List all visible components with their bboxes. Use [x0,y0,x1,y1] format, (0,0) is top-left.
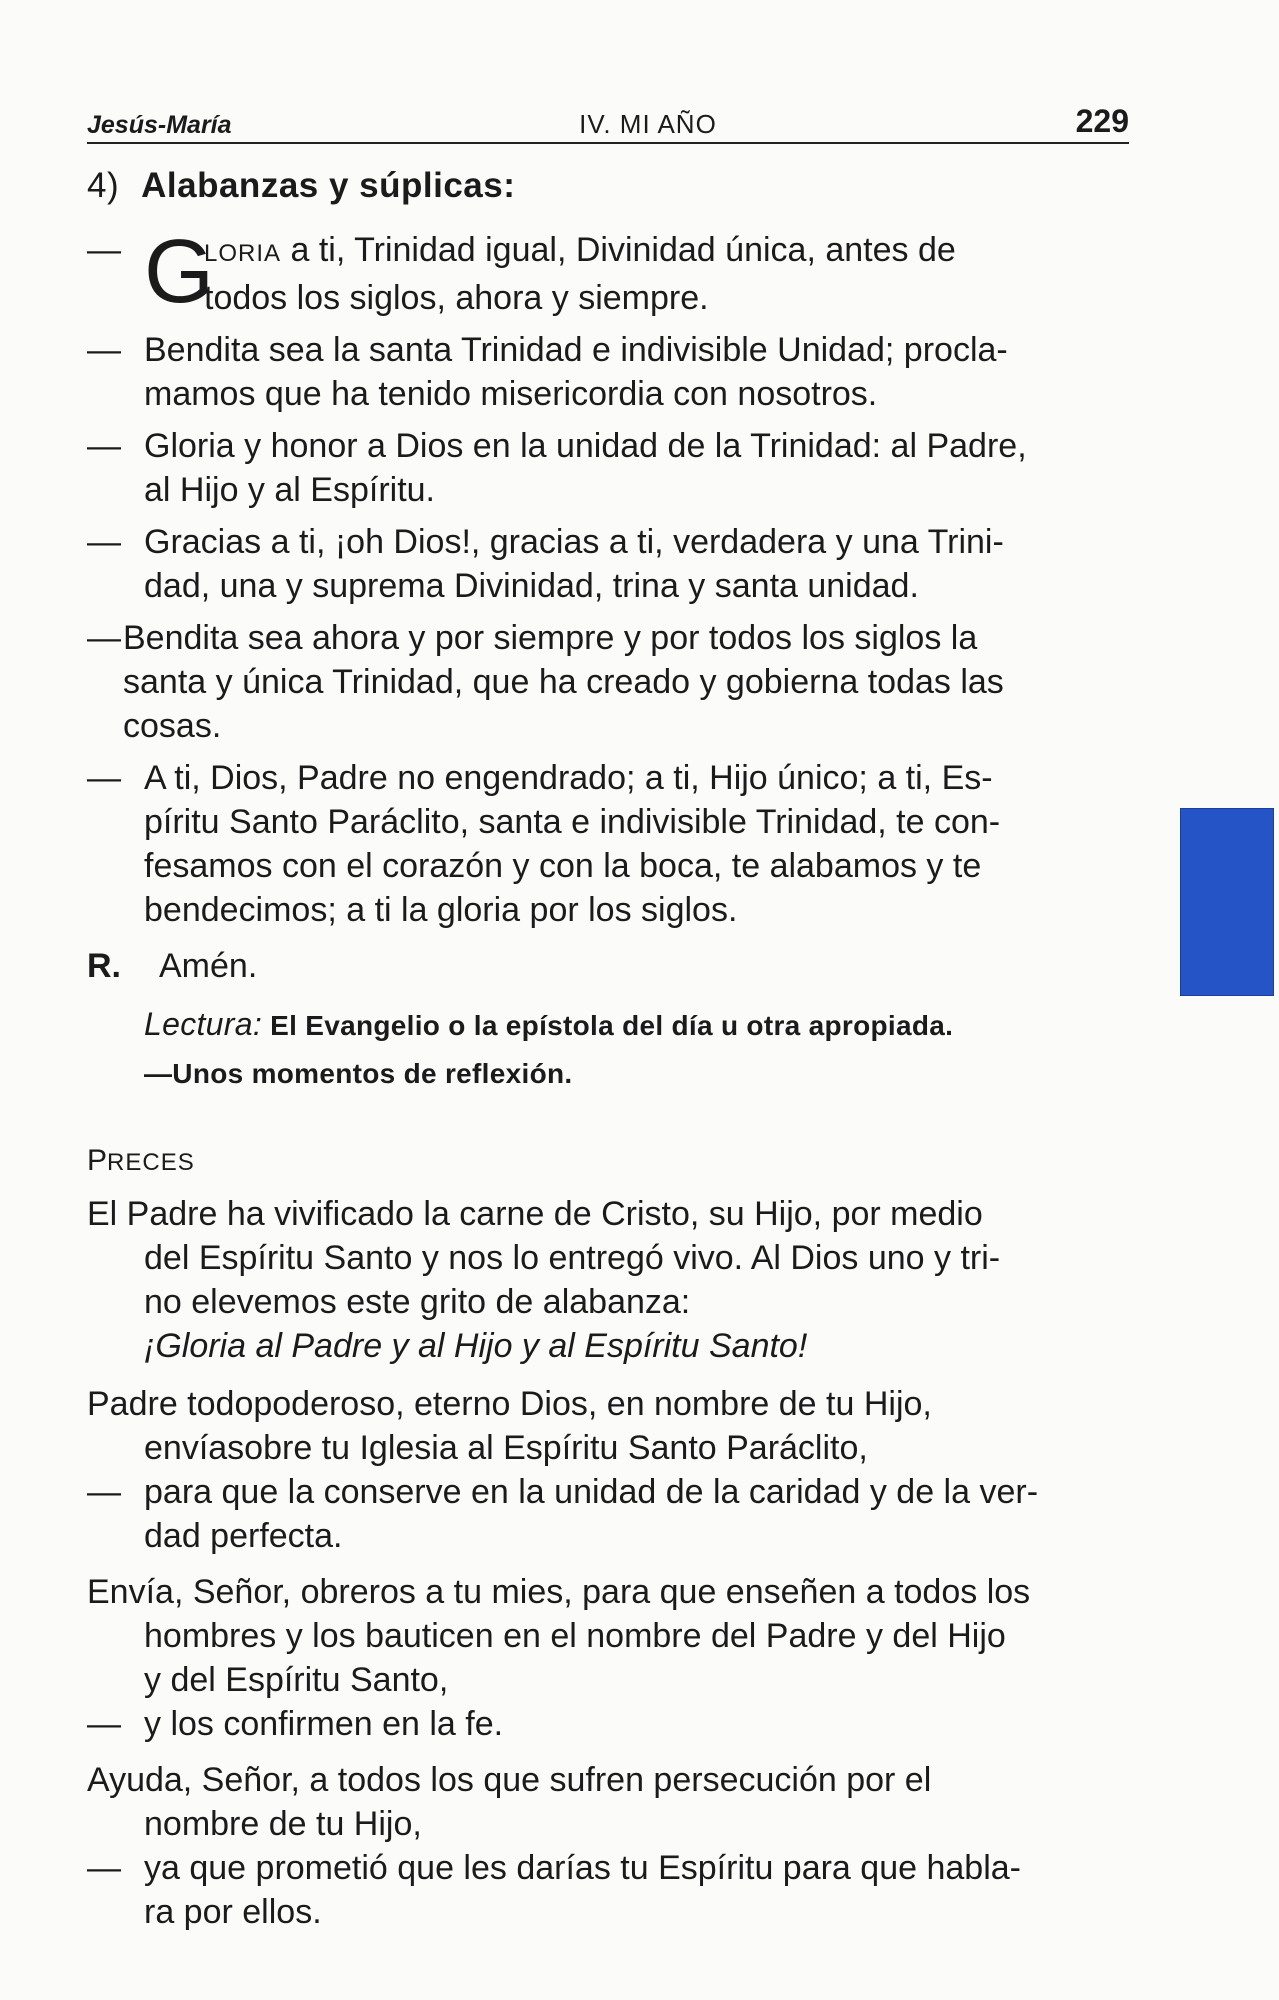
blue-page-tab [1180,808,1274,996]
lectura-label: Lectura: [144,1006,263,1042]
text-line: santa y única Trinidad, que ha creado y gobierna todas las [123,663,1004,701]
text-line: El Padre ha vivificado la carne de Cristo, su Hijo, por medio [87,1195,983,1233]
item-dash: — [87,759,121,797]
petition [87,1570,1129,1702]
preces-response: ¡Gloria al Padre y al Hijo y al Espíritu Santo! [144,1327,808,1365]
text-line: ra por ellos. [144,1893,322,1931]
item-dash: — [87,331,121,369]
text-line: Bendita sea ahora y por siempre y por todos los siglos la [123,619,978,657]
book-page [87,104,1129,1942]
list-item [87,756,1129,932]
list-item [87,520,1129,608]
small-caps: LORIA [204,240,282,267]
item-dash: — [87,619,121,657]
text-line: no elevemos este grito de alabanza: [144,1283,691,1321]
text-line: para que la conserve en la unidad de la caridad y de la ver- [144,1473,1039,1511]
text-line: Gracias a ti, ¡oh Dios!, gracias a ti, verdadera y una Trini- [144,523,1004,561]
text-line: A ti, Dios, Padre no engendrado; a ti, Hijo único; a ti, Es- [144,759,993,797]
text-line: del Espíritu Santo y nos lo entregó vivo. Al Dios uno y tri- [144,1239,1001,1277]
text-line: cosas. [123,707,222,745]
text-line: dad, una y suprema Divinidad, trina y santa unidad. [144,567,919,605]
preces-rest: RECES [107,1149,195,1176]
text-line: Bendita sea la santa Trinidad e indivisible Unidad; procla- [144,331,1008,369]
preces-heading [87,1144,1129,1178]
section-title [87,166,1129,206]
item-dash: — [87,1473,121,1511]
item-dash: — [87,427,121,465]
text-line: y del Espíritu Santo, [144,1661,449,1699]
item-dash: — [87,523,121,561]
list-item [87,616,1129,748]
preces-intro [87,1192,1129,1324]
drop-cap: G [144,222,215,322]
petition-response [87,1846,1129,1934]
page-number: 229 [1075,103,1129,139]
text-line [204,228,1129,276]
section-title-text: Alabanzas y súplicas: [141,166,516,205]
text-line: ya que prometió que les darías tu Espíritu para que habla- [144,1849,1021,1887]
header-center: IV. MI AÑO [579,109,717,139]
item-dash: — [87,1705,121,1743]
petition-response [87,1702,1129,1746]
list-item [87,328,1129,416]
lectura-text: El Evangelio o la epístola del día u otra apropiada. [262,1010,954,1041]
lectura-line [144,1002,1129,1048]
text-line: dad perfecta. [144,1517,343,1555]
text-line: Envía, Señor, obreros a tu mies, para que enseñen a todos los [87,1573,1031,1611]
text-line: todos los siglos, ahora y siempre. [204,279,709,317]
section-number: 4) [87,166,120,205]
text-line: envíasobre tu Iglesia al Espíritu Santo Paráclito, [144,1429,868,1467]
petition [87,1758,1129,1846]
text-fragment: a ti, Trinidad igual, Divinidad única, antes de [281,231,956,269]
list-item [87,222,1129,322]
petition-response [87,1470,1129,1558]
running-header [87,104,1129,144]
list-item [87,424,1129,512]
text-line: hombres y los bauticen en el nombre del Padre y del Hijo [144,1617,1006,1655]
text-line: Padre todopoderoso, eterno Dios, en nombre de tu Hijo, [87,1385,932,1423]
text-line: píritu Santo Paráclito, santa e indivisible Trinidad, te con- [144,803,1001,841]
text-line: Ayuda, Señor, a todos los que sufren persecución por el [87,1761,932,1799]
text-line: y los confirmen en la fe. [144,1705,504,1743]
text-line: fesamos con el corazón y con la boca, te alabamos y te [144,847,982,885]
text-line: Gloria y honor a Dios en la unidad de la Trinidad: al Padre, [144,427,1027,465]
petition [87,1382,1129,1470]
text-line: al Hijo y al Espíritu. [144,471,435,509]
text-line: nombre de tu Hijo, [144,1805,422,1843]
amen-text: Amén. [159,947,258,985]
preces-first-letter: P [87,1144,108,1177]
amen-response [87,944,1129,988]
text-line: bendecimos; a ti la gloria por los siglos. [144,891,738,929]
reflexion-line: —Unos momentos de reflexión. [144,1058,573,1089]
header-left: Jesús-María [87,111,232,139]
item-dash: — [87,231,121,269]
text-line: mamos que ha tenido misericordia con nosotros. [144,375,878,413]
response-symbol: R. [87,947,121,985]
item-dash: — [87,1849,121,1887]
